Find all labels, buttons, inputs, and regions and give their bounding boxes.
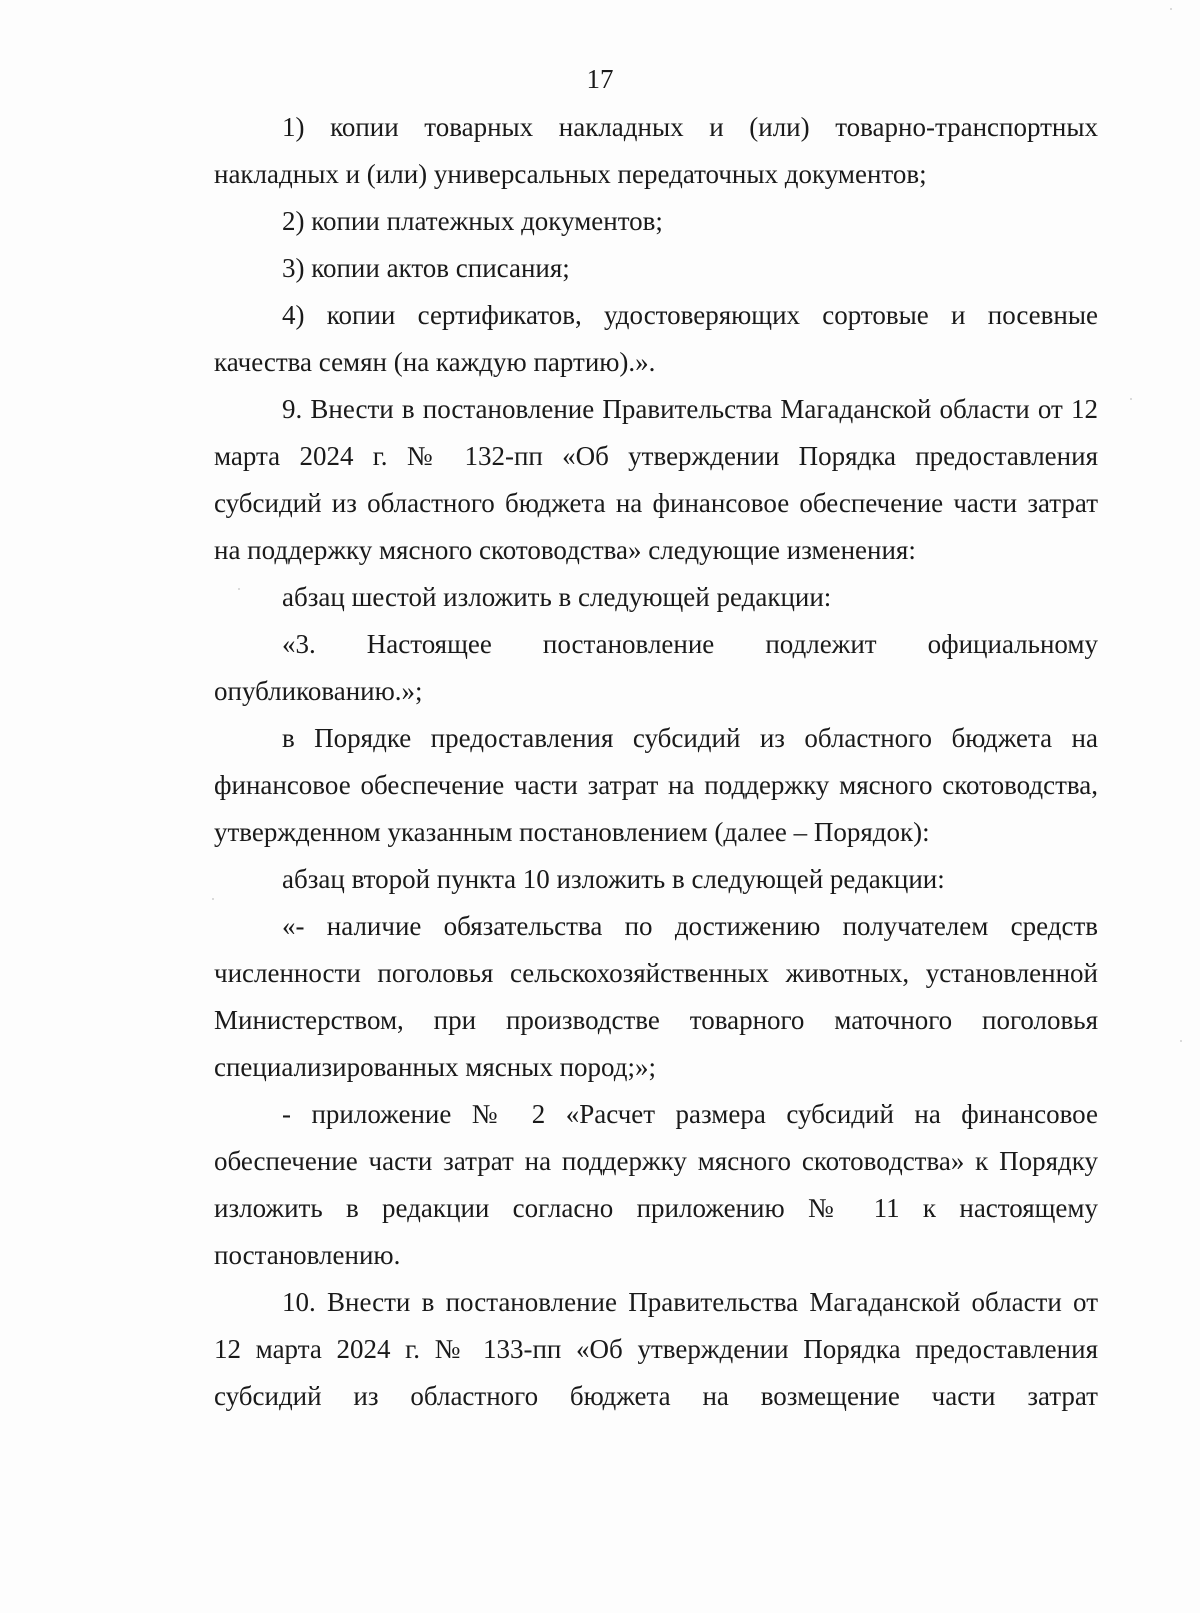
paragraph-section-10: 10. Внести в постановление Правительства Магаданской области от 12 марта 2024 г. № 133-пп «Об утверждении Порядка предоставления субсидий из областного бюджета на возмещение части затрат: [214, 1287, 1098, 1411]
scan-speck: [238, 588, 240, 590]
paragraph-list-item-2: 2) копии платежных документов;: [282, 206, 663, 236]
paragraph-list-item-4: 4) копии сертификатов, удостоверяющих сортовые и посевные качества семян (на каждую партию).».: [214, 300, 1098, 377]
paragraph-list-item-3: 3) копии актов списания;: [282, 253, 570, 283]
paragraph-v-poryadke: в Порядке предоставления субсидий из областного бюджета на финансовое обеспечение части затрат на поддержку мясного скотоводства, утвержденном указанным постановлением (далее – Порядок):: [214, 723, 1098, 847]
paragraph-section-9: 9. Внести в постановление Правительства Магаданской области от 12 марта 2024 г. № 132-пп «Об утверждении Порядка предоставления субсидий из областного бюджета на финансовое обеспечение части затрат на поддержку мясного скотоводства» следующие изменения:: [214, 394, 1098, 565]
page-number: 17: [586, 64, 614, 94]
scan-speck: [1130, 398, 1132, 400]
scan-speck: [212, 898, 214, 900]
scan-speck: [1180, 1040, 1182, 1042]
paragraph-prilozhenie-2: - приложение № 2 «Расчет размера субсидий на финансовое обеспечение части затрат на поддержку мясного скотоводства» к Порядку изложить в редакции согласно приложению № 11 к настоящему постановлению.: [214, 1099, 1098, 1270]
paragraph-abzac-vtoroy: абзац второй пункта 10 изложить в следующей редакции:: [282, 864, 945, 894]
paragraph-quote-obligation: «- наличие обязательства по достижению получателем средств численности поголовья сельскохозяйственных животных, установленной Министерством, при производстве товарного маточного поголовья специализированных мясных пород;»;: [214, 911, 1098, 1082]
paragraph-abzac-shestoy: абзац шестой изложить в следующей редакции:: [282, 582, 832, 612]
document-body: [214, 104, 1098, 1420]
paragraph-list-item-1: 1) копии товарных накладных и (или) товарно-транспортных накладных и (или) универсальных передаточных документов;: [214, 112, 1098, 189]
paragraph-quote-3: «3. Настоящее постановление подлежит официальному опубликованию.»;: [214, 629, 1098, 706]
scan-speck: [1170, 8, 1172, 10]
